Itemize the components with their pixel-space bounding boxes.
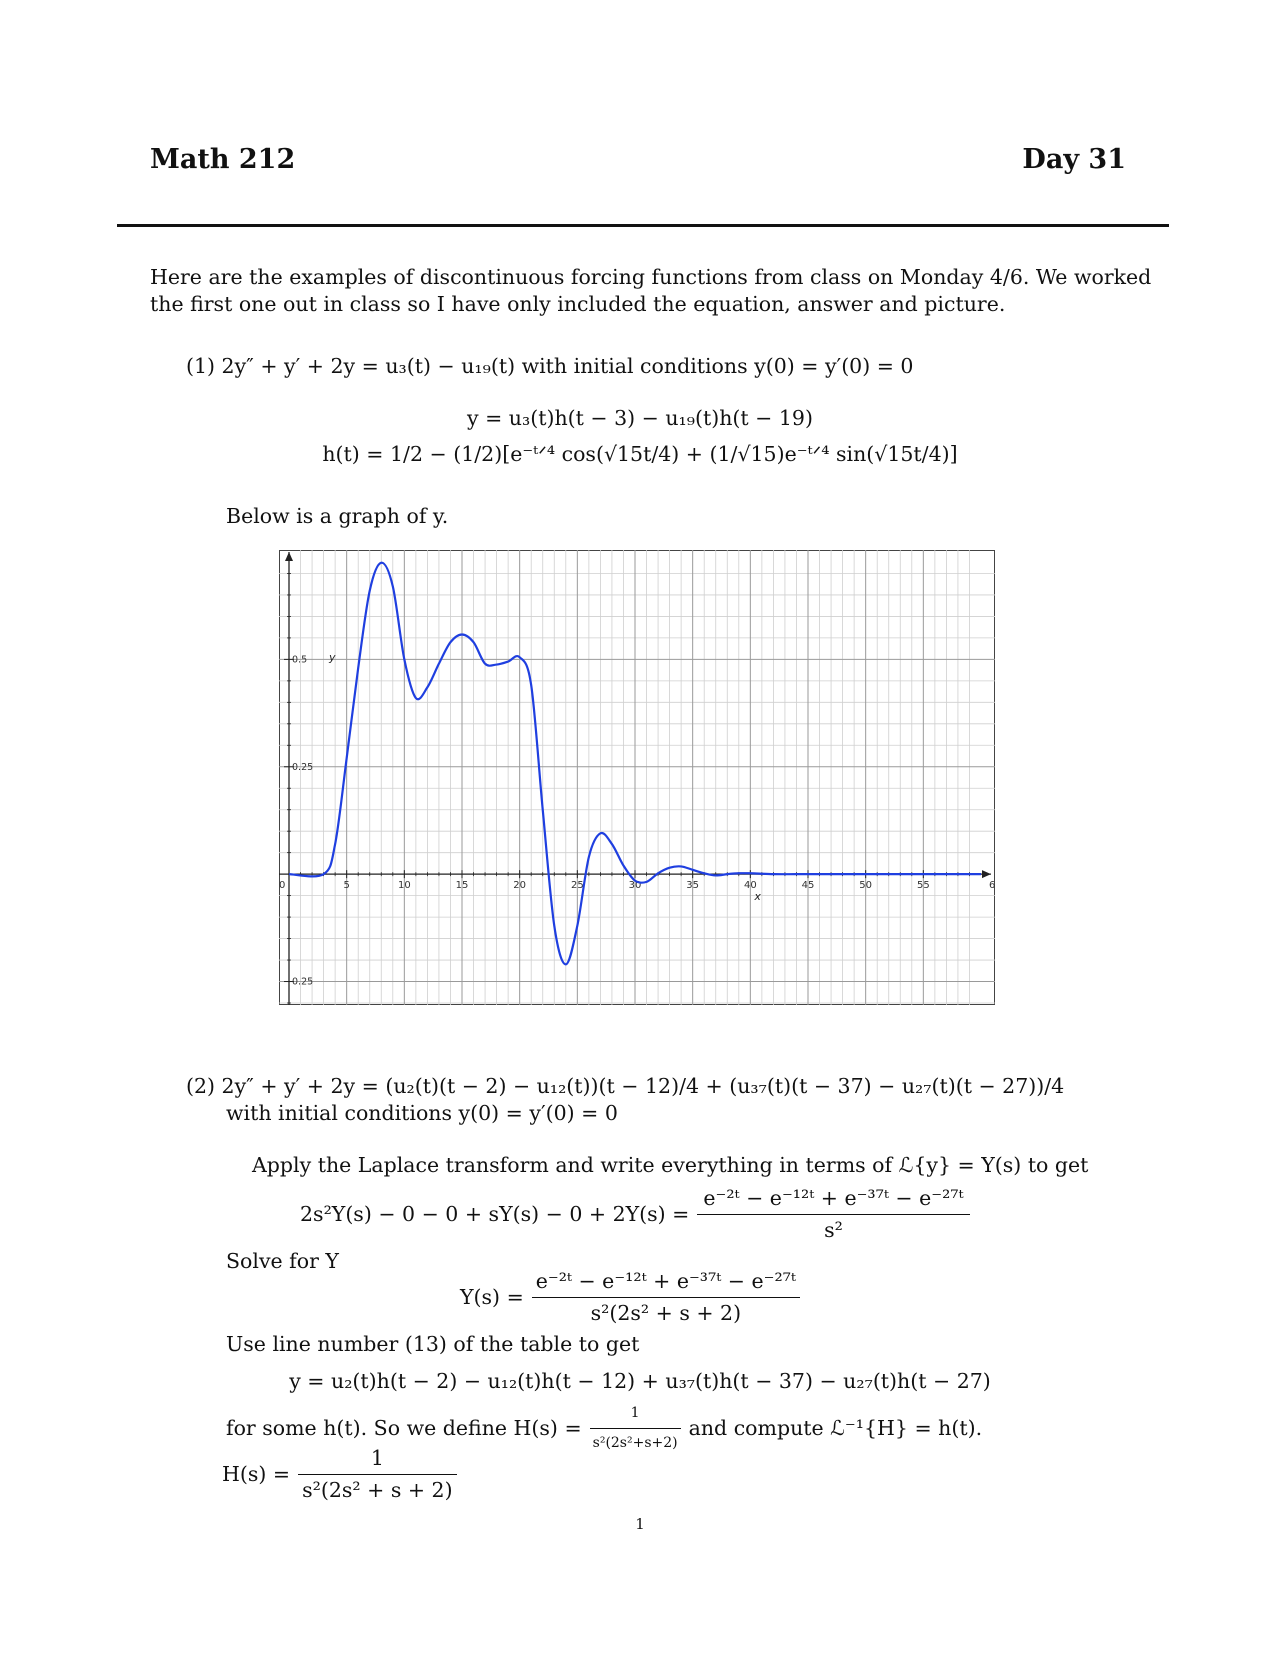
eq1-lhs: 2s²Y(s) − 0 − 0 + sY(s) − 0 + 2Y(s) =: [300, 1202, 690, 1226]
define-fraction: [590, 1400, 681, 1457]
x-axis-label: x: [754, 890, 761, 904]
eq1-denominator: s²: [824, 1218, 843, 1242]
x-edge-label-left: 0: [279, 880, 286, 892]
eq2-fraction: [532, 1268, 800, 1327]
x-tick-label: 35: [686, 880, 700, 892]
define-denominator: s²(2s²+s+2): [592, 1435, 678, 1451]
graph-of-y: [279, 550, 995, 1005]
graph-caption: Below is a graph of y.: [226, 504, 449, 528]
eq4-numerator: 1: [298, 1445, 457, 1475]
equation-H: [222, 1445, 457, 1504]
define-numerator: 1: [590, 1400, 681, 1429]
y-tick-label: 0.5: [292, 654, 308, 666]
define-post: and compute ℒ⁻¹{H} = h(t).: [688, 1416, 983, 1440]
x-tick-label: 45: [801, 880, 815, 892]
x-edge-label-right: 6: [989, 880, 995, 892]
intro-paragraph: [150, 264, 1150, 318]
problem1-solution-y: y = u₃(t)h(t − 3) − u₁₉(t)h(t − 19): [467, 406, 813, 430]
header-rule: [117, 224, 1169, 227]
eq4-lhs: H(s) =: [222, 1462, 291, 1486]
y-tick-label: 0.25: [292, 761, 314, 773]
eq2-numerator: e⁻²ᵗ − e⁻¹²ᵗ + e⁻³⁷ᵗ − e⁻²⁷ᵗ: [532, 1268, 800, 1298]
x-tick-label: 50: [859, 880, 873, 892]
problem2-statement-line1: (2) 2y″ + y′ + 2y = (u₂(t)(t − 2) − u₁₂(t))(t − 12)/4 + (u₃₇(t)(t − 37) − u₂₇(t)(t − 27))/4: [186, 1074, 1065, 1098]
x-tick-label: 5: [343, 880, 350, 892]
x-tick-label: 10: [397, 880, 411, 892]
laplace-intro: Apply the Laplace transform and write everything in terms of ℒ{y} = Y(s) to get: [252, 1153, 1089, 1177]
problem1-statement: (1) 2y″ + y′ + 2y = u₃(t) − u₁₉(t) with initial conditions y(0) = y′(0) = 0: [186, 354, 914, 378]
eq1-numerator: e⁻²ᵗ − e⁻¹²ᵗ + e⁻³⁷ᵗ − e⁻²⁷ᵗ: [697, 1185, 969, 1215]
y-axis-label: y: [329, 650, 336, 664]
solve-text: Solve for Y: [226, 1249, 339, 1273]
plot-frame: [280, 551, 995, 1005]
table-text: Use line number (13) of the table to get: [226, 1332, 640, 1356]
intro-line-1: Here are the examples of discontinuous forcing functions from class on Monday 4/6. We worked: [150, 265, 1152, 289]
intro-line-2: the first one out in class so I have only included the equation, answer and picture.: [150, 292, 1006, 316]
x-tick-label: 30: [628, 880, 642, 892]
x-tick-label: 40: [743, 880, 757, 892]
graph-svg: [279, 550, 995, 1005]
day-label: Day 31: [1022, 144, 1126, 175]
define-pre: for some h(t). So we define H(s) =: [226, 1416, 582, 1440]
y-tick-label: 0.25: [292, 976, 314, 988]
equation-laplace: [300, 1185, 970, 1244]
x-tick-label: 15: [455, 880, 469, 892]
problem2-statement-line2: with initial conditions y(0) = y′(0) = 0: [226, 1101, 618, 1125]
eq1-fraction: [697, 1185, 969, 1244]
x-tick-label: 20: [513, 880, 527, 892]
eq4-denominator: s²(2s² + s + 2): [302, 1478, 453, 1502]
eq4-fraction: [298, 1445, 457, 1504]
eq2-lhs: Y(s) =: [460, 1285, 524, 1309]
x-tick-label: 55: [916, 880, 930, 892]
equation-y-solution: y = u₂(t)h(t − 2) − u₁₂(t)h(t − 12) + u₃₇(t)h(t − 37) − u₂₇(t)h(t − 27): [289, 1369, 991, 1393]
problem1-solution-h: h(t) = 1/2 − (1/2)[e⁻ᵗᐟ⁴ cos(√15t/4) + (1/√15)e⁻ᵗᐟ⁴ sin(√15t/4)]: [322, 442, 958, 466]
equation-Y: [460, 1268, 800, 1327]
eq2-denominator: s²(2s² + s + 2): [590, 1301, 742, 1325]
x-tick-label: 25: [570, 880, 584, 892]
page-number: 1: [635, 1515, 645, 1533]
course-title: Math 212: [150, 144, 296, 175]
